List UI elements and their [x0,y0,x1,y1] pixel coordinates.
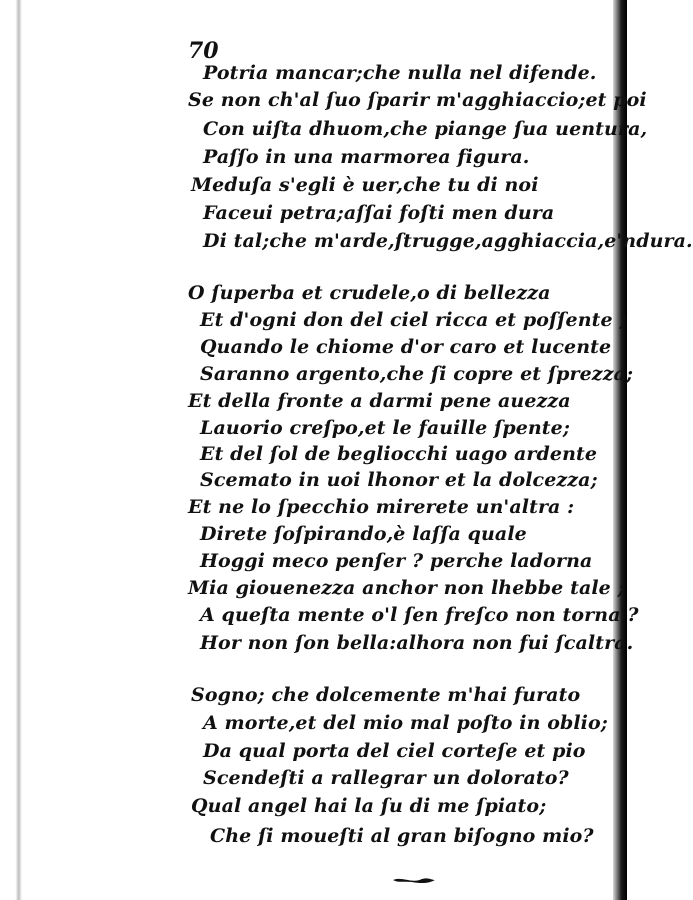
poem-line: Hor non ſon bella:alhora non fui ſcaltra. [200,632,634,654]
poem-line: Sogno; che dolcemente m'hai furato [191,684,581,706]
page-left-edge [0,0,22,900]
poem-line: A queſta mente o'l ſen freſco non torna ? [200,604,639,626]
poem-line: Et della fronte a darmi pene auezza [188,390,571,412]
poem-line: Direte ſoſpirando,è laſſa quale [200,523,527,545]
poem-line: A morte,et del mio mal poſto in oblio; [203,712,608,734]
poem-line: Saranno argento,che ſi copre et ſprezza; [200,363,634,385]
poem-line: Paſſo in una marmorea figura. [203,146,530,168]
poem-line: Potria mancar;che nulla nel difende. [203,62,597,84]
poem-line: Et d'ogni don del ciel ricca et poſſente ; [200,309,627,331]
poem-line: Faceui petra;aſſai foſti men dura [203,202,555,224]
poem-line: Che ſi moueſti al gran biſogno mio? [210,825,594,847]
page-number: 70 [188,38,219,64]
poem-line: Qual angel hai la ſu di me ſpiato; [191,795,547,817]
poem-line: Et ne lo ſpecchio mirerete un'altra : [188,496,575,518]
poem-line: Mia giouenezza anchor non lhebbe tale ; [188,577,625,599]
poem-line: Di tal;che m'arde,ſtrugge,agghiaccia,e'ndura. [203,230,693,252]
poem-line: Scemato in uoi lhonor et la dolcezza; [200,469,598,491]
poem-line: Da qual porta del ciel corteſe et pio [203,740,586,762]
poem-line: Scendeſti a rallegrar un dolorato? [203,767,569,789]
poem-line: Con uiſta dhuom,che piange ſua uentura, [203,118,648,140]
poem-line: Meduſa s'egli è uer,che tu di noi [191,174,539,196]
poem-line: Lauorio creſpo,et le fauille ſpente; [200,417,570,439]
ornament-flourish [392,875,436,885]
poem-line: Et del ſol de begliocchi uago ardente [200,443,598,465]
poem-line: Se non ch'al ſuo ſparir m'agghiaccio;et poi [188,89,647,111]
poem-line: Quando le chiome d'or caro et lucente [200,336,612,358]
poem-line: Hoggi meco penſer ? perche ladorna [200,550,593,572]
poem-line: O ſuperba et crudele,o di bellezza [188,282,551,304]
